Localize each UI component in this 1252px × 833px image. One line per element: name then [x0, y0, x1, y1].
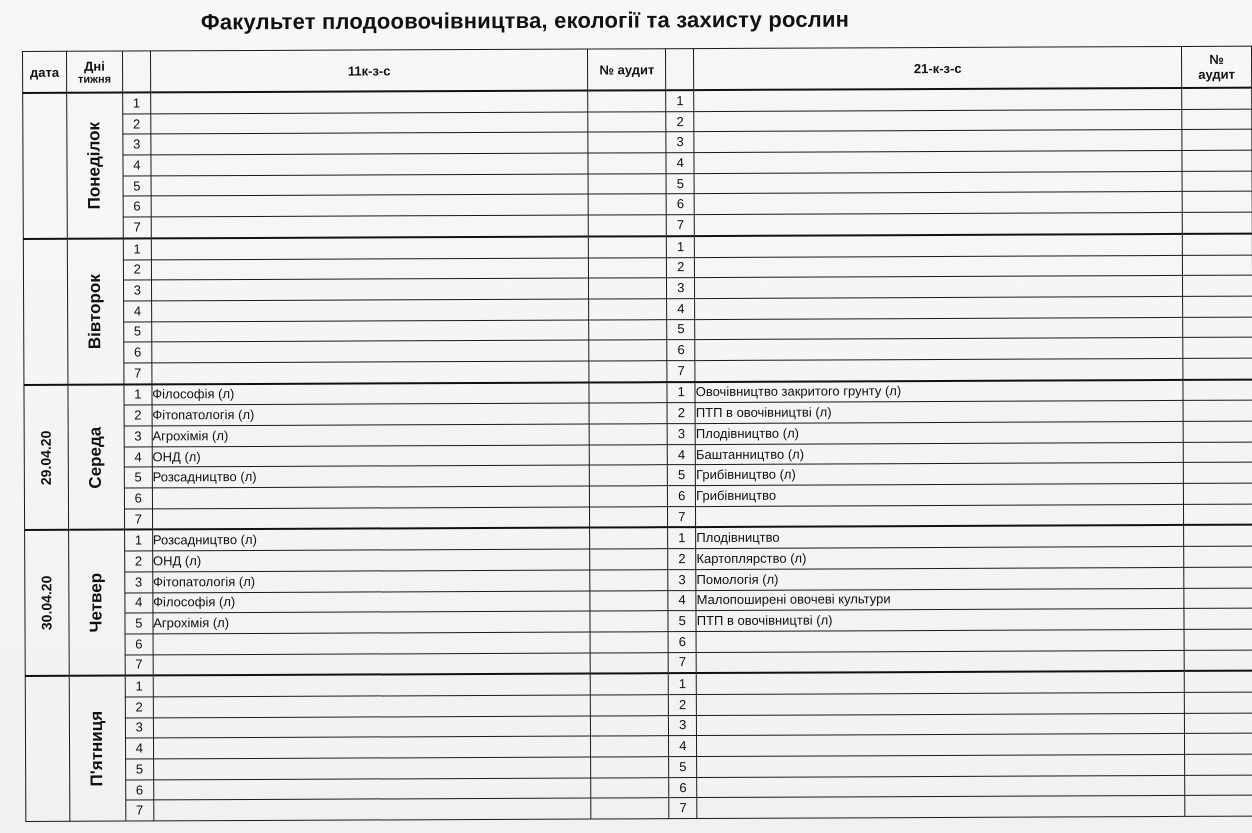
schedule-table: [22, 46, 1252, 822]
subject-group-2: Грибівництво: [696, 483, 1184, 506]
subject-group-2: [694, 130, 1182, 153]
subject-group-2: Малопоширені овочеві культури: [696, 588, 1184, 611]
subject-group-1: [154, 798, 592, 821]
lesson-number-group-2: 3: [669, 715, 697, 736]
header-days-line1: Дні: [84, 58, 105, 74]
lesson-number-group-2: 6: [667, 340, 695, 361]
lesson-number-group-1: 2: [125, 551, 153, 572]
lesson-number-group-2: 4: [667, 298, 695, 319]
subject-group-2: [694, 213, 1182, 236]
subject-group-2: [696, 504, 1184, 527]
lesson-number-group-1: 3: [123, 280, 151, 301]
header-date: дата: [23, 51, 67, 93]
lesson-number-group-2: 5: [668, 465, 696, 486]
lesson-number-group-1: 2: [123, 259, 151, 280]
subject-group-2: [697, 692, 1185, 715]
subject-group-2: [697, 734, 1185, 757]
room-group-2: [1182, 255, 1252, 276]
lesson-number-group-2: 4: [668, 444, 696, 465]
subject-group-2: [697, 754, 1185, 777]
lesson-number-group-1: 2: [123, 114, 151, 135]
room-group-1: [589, 403, 667, 424]
header-group-2: 21-к-з-с: [694, 46, 1182, 90]
subject-group-2: ПТП в овочівництві (л): [696, 609, 1184, 632]
lesson-number-group-1: 5: [125, 759, 153, 780]
subject-group-2: [694, 109, 1182, 132]
subject-group-2: [695, 358, 1183, 381]
lesson-number-group-2: 5: [669, 757, 697, 778]
lesson-number-group-1: 1: [123, 92, 151, 113]
header-group-1: 11к-з-с: [150, 49, 588, 92]
room-group-1: [589, 257, 667, 278]
lesson-number-group-1: 2: [125, 697, 153, 718]
subject-group-2: [696, 650, 1184, 673]
subject-group-1: [153, 695, 591, 718]
lesson-number-group-2: 1: [669, 673, 697, 694]
lesson-number-group-2: 3: [667, 424, 695, 445]
subject-group-2: [695, 255, 1183, 278]
lesson-number-group-2: 2: [668, 549, 696, 570]
lesson-number-group-1: 6: [124, 342, 152, 363]
lesson-number-group-1: 4: [123, 155, 151, 176]
lesson-number-group-1: 1: [125, 676, 153, 697]
header-room-2-line2: аудит: [1198, 66, 1236, 82]
room-group-1: [588, 153, 666, 174]
lesson-number-group-2: 2: [669, 695, 697, 716]
subject-group-2: [697, 713, 1185, 736]
subject-group-1: [153, 778, 591, 801]
day-date-cell: [23, 239, 68, 385]
room-group-2: [1183, 463, 1252, 484]
room-group-2: [1182, 150, 1252, 171]
subject-group-2: [694, 171, 1182, 194]
subject-group-1: [151, 174, 589, 197]
lesson-number-group-1: 1: [124, 530, 152, 551]
room-group-2: [1183, 379, 1252, 400]
room-group-1: [589, 278, 667, 299]
room-group-2: [1184, 671, 1252, 692]
lesson-number-group-2: 7: [668, 652, 696, 673]
day-name-cell: [67, 238, 124, 384]
subject-group-1: [151, 278, 589, 301]
lesson-number-group-2: 2: [667, 403, 695, 424]
subject-group-1: [151, 215, 589, 238]
lesson-number-group-2: 6: [668, 631, 696, 652]
subject-group-2: [696, 629, 1184, 652]
subject-group-1: [152, 486, 590, 509]
lesson-number-group-1: 6: [126, 780, 154, 801]
day-name: Вівторок: [85, 273, 105, 349]
lesson-number-group-2: 7: [667, 361, 695, 382]
subject-group-1: [153, 757, 591, 780]
subject-group-2: Плодівництво (л): [695, 421, 1183, 444]
lesson-number-group-2: 4: [669, 736, 697, 757]
day-name-cell: [69, 530, 126, 676]
lesson-number-group-1: 3: [125, 572, 153, 593]
day-name: Четвер: [86, 573, 106, 633]
lesson-number-group-1: 3: [124, 426, 152, 447]
room-group-2: [1183, 358, 1252, 379]
room-group-2: [1183, 442, 1252, 463]
lesson-number-group-1: 3: [123, 134, 151, 155]
room-group-2: [1182, 192, 1252, 213]
day-name-cell: [68, 384, 125, 530]
subject-group-2: [695, 276, 1183, 299]
subject-group-1: Агрохімія (л): [153, 611, 591, 634]
room-group-1: [589, 319, 667, 340]
room-group-2: [1184, 588, 1252, 609]
day-date-cell: [25, 530, 70, 676]
subject-group-2: [694, 88, 1182, 111]
room-group-2: [1182, 212, 1252, 233]
room-group-1: [590, 486, 668, 507]
subject-group-1: Розсадництво (л): [152, 465, 590, 488]
subject-group-2: Грибівництво (л): [696, 463, 1184, 486]
subject-group-2: Баштанництво (л): [695, 442, 1183, 465]
room-group-2: [1183, 275, 1252, 296]
room-group-1: [591, 798, 669, 819]
lesson-number-group-1: 7: [123, 217, 151, 238]
lesson-number-group-1: 7: [124, 363, 152, 384]
room-group-2: [1184, 567, 1252, 588]
lesson-number-group-1: 7: [124, 509, 152, 530]
room-group-1: [589, 382, 667, 404]
room-group-1: [590, 590, 668, 611]
subject-group-1: Фітопатологія (л): [152, 403, 590, 426]
subject-group-1: [151, 320, 589, 343]
room-group-1: [590, 424, 668, 445]
lesson-number-group-2: 5: [667, 319, 695, 340]
lesson-number-group-1: 3: [125, 718, 153, 739]
day-date-cell: [23, 93, 68, 239]
lesson-number-group-2: 2: [666, 111, 694, 132]
subject-group-2: ПТП в овочівництві (л): [695, 401, 1183, 424]
room-group-2: [1184, 650, 1252, 671]
schedule-body: [23, 88, 1252, 822]
subject-group-2: [694, 151, 1182, 174]
lesson-number-group-2: 1: [666, 90, 694, 111]
day-date: 29.04.20: [38, 430, 55, 485]
subject-group-1: ОНД (л): [152, 445, 590, 468]
room-group-1: [590, 465, 668, 486]
lesson-number-group-2: 7: [669, 798, 697, 819]
lesson-number-group-1: 5: [124, 467, 152, 488]
room-group-2: [1182, 130, 1252, 151]
room-group-2: [1184, 692, 1252, 713]
subject-group-1: [153, 632, 591, 655]
subject-group-1: [151, 132, 589, 155]
lesson-number-group-2: 1: [667, 382, 695, 403]
room-group-1: [589, 340, 667, 361]
room-group-1: [589, 299, 667, 320]
lesson-number-group-2: 1: [668, 528, 696, 549]
subject-group-1: [153, 653, 591, 676]
day-date-cell: [24, 384, 69, 530]
room-group-2: [1184, 504, 1252, 525]
day-name: П'ятниця: [87, 710, 107, 787]
room-group-1: [591, 777, 669, 798]
header-num-1: [122, 51, 150, 93]
room-group-2: [1182, 109, 1252, 130]
lesson-number-group-1: 4: [125, 738, 153, 759]
lesson-number-group-2: 2: [667, 257, 695, 278]
day-date-cell: [25, 676, 70, 822]
room-group-1: [591, 736, 669, 757]
room-group-2: [1183, 296, 1252, 317]
lesson-number-group-2: 6: [668, 486, 696, 507]
lesson-number-group-2: 3: [667, 278, 695, 299]
lesson-number-group-1: 4: [124, 447, 152, 468]
room-group-1: [591, 652, 669, 674]
subject-group-1: Філософія (л): [152, 382, 590, 405]
subject-group-1: [151, 236, 589, 259]
lesson-number-group-2: 3: [666, 132, 694, 153]
room-group-1: [589, 215, 667, 237]
lesson-number-group-1: 7: [126, 800, 154, 821]
subject-group-2: [696, 671, 1184, 694]
lesson-number-group-2: 6: [666, 194, 694, 215]
lesson-row: [26, 796, 1252, 822]
room-group-2: [1184, 608, 1252, 629]
page-title: Факультет плодоовочівництва, екології та захисту рослин: [200, 6, 850, 35]
room-group-1: [588, 111, 666, 132]
subject-group-1: [152, 340, 590, 363]
room-group-1: [591, 715, 669, 736]
subject-group-1: [151, 258, 589, 281]
subject-group-2: [695, 296, 1183, 319]
room-group-1: [590, 444, 668, 465]
lesson-number-group-1: 5: [125, 613, 153, 634]
lesson-number-group-1: 1: [123, 238, 151, 259]
room-group-2: [1183, 483, 1252, 504]
room-group-1: [588, 90, 666, 112]
room-group-2: [1184, 629, 1252, 650]
room-group-2: [1184, 713, 1252, 734]
lesson-number-group-1: 4: [125, 592, 153, 613]
header-room-2-line1: №: [1209, 51, 1224, 67]
room-group-1: [590, 549, 668, 570]
room-group-1: [588, 132, 666, 153]
subject-group-1: [152, 507, 590, 530]
room-group-2: [1184, 525, 1252, 546]
subject-group-1: Філософія (л): [153, 591, 591, 614]
lesson-number-group-2: 1: [667, 236, 695, 257]
room-group-2: [1182, 88, 1252, 109]
room-group-1: [590, 506, 668, 528]
room-group-1: [588, 173, 666, 194]
subject-group-2: [697, 796, 1185, 819]
header-days: [66, 51, 122, 93]
lesson-number-group-2: 7: [668, 506, 696, 527]
header-days-line2: тижня: [77, 73, 112, 86]
subject-group-2: [695, 234, 1183, 257]
subject-group-1: [151, 194, 589, 217]
subject-group-1: Агрохімія (л): [152, 424, 590, 447]
subject-group-1: Фітопатологія (л): [153, 570, 591, 593]
day-name: Середа: [86, 426, 106, 489]
subject-group-2: [697, 775, 1185, 798]
subject-group-1: [153, 674, 591, 697]
subject-group-1: ОНД (л): [152, 549, 590, 572]
subject-group-2: [695, 338, 1183, 361]
lesson-number-group-1: 4: [123, 301, 151, 322]
header-num-2: [666, 49, 694, 91]
subject-group-2: Картоплярство (л): [696, 547, 1184, 570]
lesson-number-group-1: 6: [123, 196, 151, 217]
lesson-number-group-1: 6: [124, 488, 152, 509]
lesson-number-group-2: 4: [666, 153, 694, 174]
room-group-1: [591, 695, 669, 716]
room-group-1: [589, 361, 667, 383]
subject-group-1: [152, 361, 590, 384]
room-group-2: [1185, 775, 1252, 796]
room-group-2: [1182, 233, 1252, 254]
lesson-number-group-2: 7: [667, 215, 695, 236]
room-group-1: [590, 569, 668, 590]
subject-group-2: [695, 317, 1183, 340]
room-group-2: [1183, 317, 1252, 338]
subject-group-1: [153, 716, 591, 739]
header-row: [23, 46, 1252, 93]
subject-group-1: [151, 153, 589, 176]
subject-group-1: Розсадництво (л): [152, 528, 590, 551]
lesson-number-group-2: 5: [666, 173, 694, 194]
lesson-number-group-1: 5: [123, 176, 151, 197]
subject-group-2: Овочівництво закритого грунту (л): [695, 380, 1183, 403]
lesson-number-group-1: 7: [125, 654, 153, 675]
subject-group-1: [151, 299, 589, 322]
room-group-2: [1185, 733, 1252, 754]
lesson-number-group-2: 3: [668, 569, 696, 590]
day-name-cell: [69, 676, 126, 822]
header-room-2: [1182, 46, 1252, 88]
lesson-number-group-1: 1: [124, 384, 152, 405]
room-group-2: [1184, 546, 1252, 567]
room-group-1: [589, 194, 667, 215]
room-group-1: [591, 757, 669, 778]
room-group-1: [589, 236, 667, 258]
room-group-2: [1185, 754, 1252, 775]
day-name-cell: [67, 93, 124, 239]
room-group-1: [591, 673, 669, 695]
subject-group-1: [150, 91, 588, 114]
subject-group-2: Плодівництво: [696, 525, 1184, 548]
lesson-number-group-2: 4: [668, 590, 696, 611]
lesson-number-group-1: 5: [124, 322, 152, 343]
lesson-number-group-2: 6: [669, 777, 697, 798]
room-group-2: [1182, 171, 1252, 192]
subject-group-2: Помологія (л): [696, 567, 1184, 590]
lesson-number-group-2: 5: [668, 611, 696, 632]
day-name: Понеділок: [84, 121, 105, 210]
lesson-number-group-1: 6: [125, 634, 153, 655]
header-room-1: № аудит: [588, 49, 666, 91]
room-group-2: [1183, 421, 1252, 442]
lesson-number-group-1: 2: [124, 405, 152, 426]
room-group-2: [1183, 337, 1252, 358]
subject-group-1: [153, 736, 591, 759]
room-group-1: [590, 528, 668, 550]
room-group-1: [590, 611, 668, 632]
room-group-2: [1185, 796, 1252, 817]
room-group-1: [590, 632, 668, 653]
room-group-2: [1183, 400, 1252, 421]
subject-group-1: [151, 112, 589, 135]
day-date: 30.04.20: [38, 575, 55, 631]
subject-group-2: [694, 192, 1182, 215]
